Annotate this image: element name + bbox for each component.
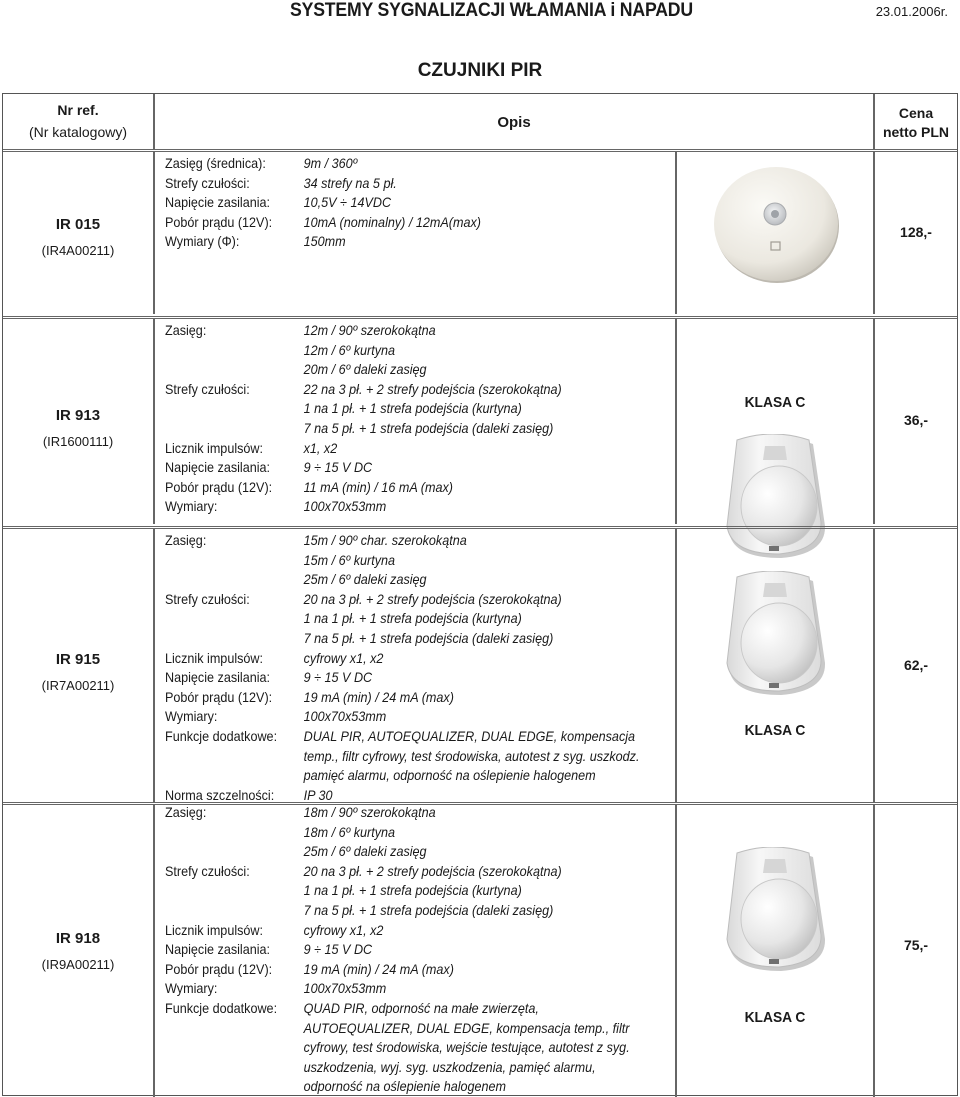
class-label: KLASA C — [744, 1009, 806, 1026]
spec-line: Wymiary: 100x70x53mm — [165, 980, 387, 997]
product-ref: IR 015 — [55, 216, 101, 233]
product-catalog-number: (IR1600111) — [42, 434, 114, 449]
round-ceiling-pir-sensor-image — [677, 152, 873, 312]
spec-line: 15m / 6º kurtyna — [303, 551, 396, 568]
product-catalog-number: (IR4A00211) — [41, 243, 115, 258]
spec-line: Pobór prądu (12V): 19 mA (min) / 24 mA (max) — [165, 688, 454, 705]
description-cell — [155, 529, 675, 803]
product-ref: IR 913 — [55, 407, 101, 424]
spec-line: Wymiary: 100x70x53mm — [165, 708, 387, 725]
spec-line: Licznik impulsów: cyfrowy x1, x2 — [165, 649, 384, 666]
header-ref-label: Nr ref. — [57, 102, 99, 118]
price-cell — [873, 805, 957, 1097]
product-price: 75,- — [903, 937, 929, 953]
spec-line: cyfrowy, test środowiska, wejście testujące, autotest z syg. — [303, 1039, 630, 1056]
spec-line: Napięcie zasilania: 9 ÷ 15 V DC — [165, 459, 373, 476]
spec-line: 7 na 5 pł. + 1 strefa podejścia (daleki zasięg) — [303, 901, 554, 918]
spec-line: Funkcje dodatkowe: QUAD PIR, odporność na małe zwierzęta, — [165, 999, 539, 1016]
header-price-line2: netto PLN — [882, 124, 950, 140]
image-cell — [675, 152, 873, 314]
class-label: KLASA C — [744, 722, 806, 739]
ref-cell — [3, 319, 155, 524]
table-header-row — [3, 94, 957, 150]
product-catalog-number: (IR7A00211) — [41, 678, 115, 693]
ref-cell — [3, 529, 155, 803]
spec-line: 18m / 6º kurtyna — [303, 823, 396, 840]
spec-line: Napięcie zasilania: 9 ÷ 15 V DC — [165, 941, 373, 958]
spec-line: Pobór prądu (12V): 11 mA (min) / 16 mA (max) — [165, 478, 453, 495]
header-price-line1: Cena — [898, 105, 934, 121]
spec-line: 25m / 6º daleki zasięg — [303, 571, 427, 588]
spec-line: temp., filtr cyfrowy, test środowiska, autotest z syg. uszkodz. — [303, 747, 640, 764]
spec-line: Strefy czułości: 20 na 3 pł. + 2 strefy podejścia (szerokokątna) — [165, 862, 562, 879]
product-row — [3, 152, 957, 314]
spec-line: Zasięg: 18m / 90º szerokokątna — [165, 804, 436, 820]
spec-line: Licznik impulsów: x1, x2 — [165, 439, 338, 456]
header-desc-label: Opis — [497, 114, 531, 131]
wall-pir-sensor-image — [721, 571, 831, 699]
spec-line: Wymiary (Φ): 150mm — [165, 233, 346, 250]
spec-line: Zasięg: 15m / 90º char. szerokokątna — [165, 532, 467, 548]
header-desc-cell — [155, 94, 873, 150]
spec-list — [165, 321, 562, 517]
spec-line: Pobór prądu (12V): 10mA (nominalny) / 12mA(max) — [165, 213, 481, 230]
document-header-title: SYSTEMY SYGNALIZACJI WŁAMANIA i NAPADU — [290, 0, 693, 21]
spec-line: Norma szczelności: IP 30 — [165, 786, 333, 803]
spec-line: Napięcie zasilania: 10,5V ÷ 14VDC — [165, 194, 392, 211]
spec-line: Licznik impulsów: cyfrowy x1, x2 — [165, 921, 384, 938]
product-row — [3, 319, 957, 524]
spec-line: Pobór prądu (12V): 19 mA (min) / 24 mA (max) — [165, 960, 454, 977]
document-date: 23.01.2006r. — [875, 4, 948, 19]
product-row — [3, 805, 957, 1097]
description-cell — [155, 805, 675, 1097]
header-price-cell — [873, 94, 957, 150]
ref-cell — [3, 152, 155, 314]
spec-line: Napięcie zasilania: 9 ÷ 15 V DC — [165, 669, 373, 686]
spec-line: Strefy czułości: 20 na 3 pł. + 2 strefy podejścia (szerokokątna) — [165, 590, 562, 607]
spec-line: uszkodzenia, wyj. syg. uszkodzenia, pamięć alarmu, — [303, 1058, 596, 1075]
product-table — [2, 93, 958, 1096]
spec-list — [165, 531, 639, 805]
spec-line: Strefy czułości: 22 na 3 pł. + 2 strefy podejścia (szerokokątna) — [165, 380, 562, 397]
class-label: KLASA C — [744, 394, 806, 411]
header-ref-cell — [3, 94, 155, 150]
spec-line: Funkcje dodatkowe: DUAL PIR, AUTOEQUALIZER, DUAL EDGE, kompensacja — [165, 727, 636, 744]
spec-line: 1 na 1 pł. + 1 strefa podejścia (kurtyna) — [303, 400, 522, 417]
image-cell — [675, 805, 873, 1097]
spec-line: 20m / 6º daleki zasięg — [303, 361, 427, 378]
spec-line: 7 na 5 pł. + 1 strefa podejścia (daleki zasięg) — [303, 419, 554, 436]
header-catalog-label: (Nr katalogowy) — [28, 124, 128, 140]
spec-line: AUTOEQUALIZER, DUAL EDGE, kompensacja temp., filtr — [303, 1019, 630, 1036]
price-cell — [873, 319, 957, 524]
product-ref: IR 918 — [55, 930, 101, 947]
product-price: 62,- — [903, 657, 929, 673]
product-row — [3, 529, 957, 803]
wall-pir-sensor-image — [721, 847, 831, 975]
description-cell — [155, 152, 675, 314]
spec-line: pamięć alarmu, odporność na oślepienie halogenem — [303, 767, 596, 784]
product-catalog-number: (IR9A00211) — [41, 957, 115, 972]
spec-line: 7 na 5 pł. + 1 strefa podejścia (daleki zasięg) — [303, 629, 554, 646]
price-cell — [873, 529, 957, 803]
spec-line: 1 na 1 pł. + 1 strefa podejścia (kurtyna) — [303, 882, 522, 899]
spec-line: Zasięg (średnica): 9m / 360º — [165, 155, 358, 171]
section-title: CZUJNIKI PIR — [417, 60, 543, 81]
spec-line: Strefy czułości: 34 strefy na 5 pł. — [165, 174, 397, 191]
spec-line: odporność na oślepienie halogenem — [303, 1078, 507, 1095]
spec-line: 12m / 6º kurtyna — [303, 341, 396, 358]
spec-line: 25m / 6º daleki zasięg — [303, 843, 427, 860]
product-ref: IR 915 — [55, 651, 101, 668]
product-price: 36,- — [903, 412, 929, 428]
spec-line: Zasięg: 12m / 90º szerokokątna — [165, 322, 436, 338]
spec-line: Wymiary: 100x70x53mm — [165, 498, 387, 515]
spec-list — [165, 803, 630, 1097]
ref-cell — [3, 805, 155, 1097]
description-cell — [155, 319, 675, 524]
spec-line: 1 na 1 pł. + 1 strefa podejścia (kurtyna) — [303, 610, 522, 627]
product-price: 128,- — [900, 224, 932, 240]
price-cell — [873, 152, 957, 314]
image-cell — [675, 319, 873, 524]
image-cell — [675, 529, 873, 803]
spec-list — [165, 154, 481, 252]
